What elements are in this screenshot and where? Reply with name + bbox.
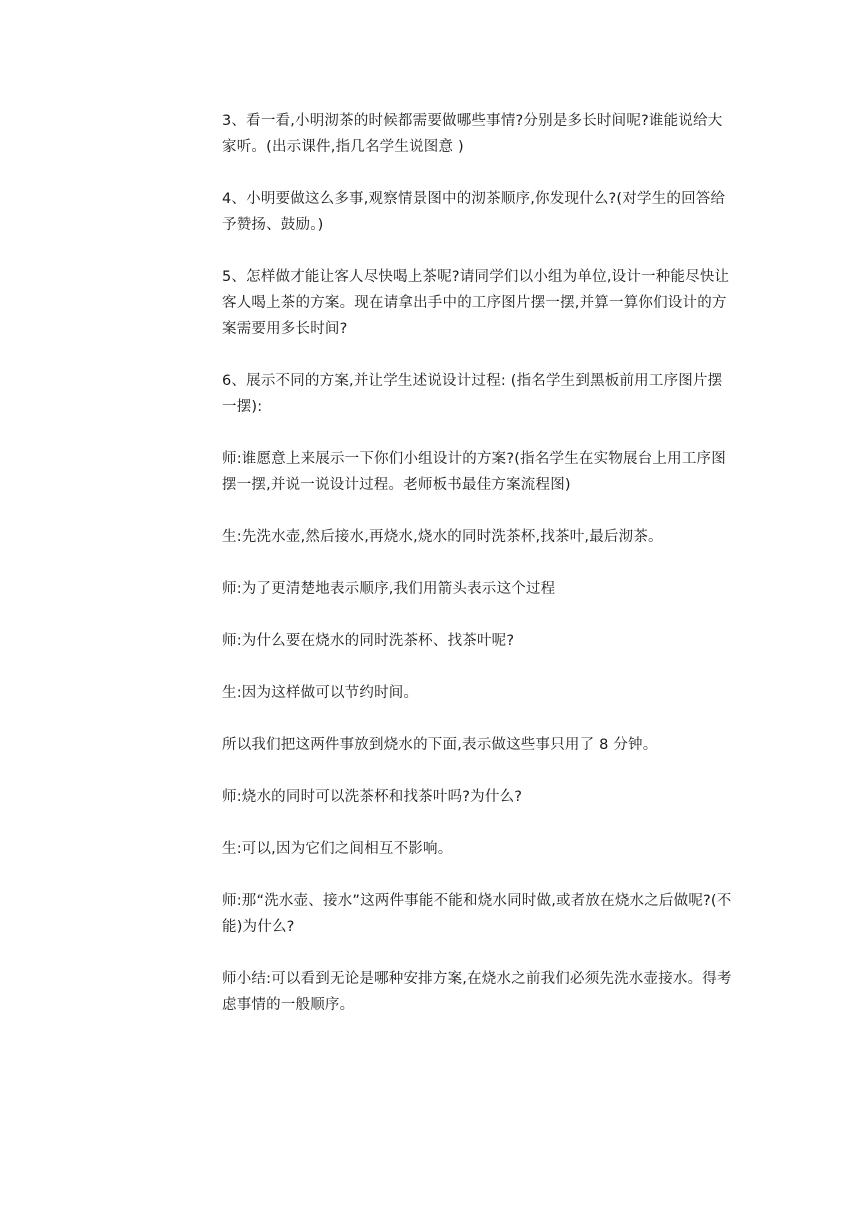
paragraph-teacher-3: 师:为什么要在烧水的同时洗茶杯、找茶叶呢? — [222, 633, 515, 649]
paragraph-step-3: 3、看一看,小明沏茶的时候都需要做哪些事情?分别是多长时间呢?谁能说给大家听。(出示课件,指几名学生说图意 ) — [222, 113, 723, 155]
paragraph-step-5: 5、怎样做才能让客人尽快喝上茶呢?请同学们以小组为单位,设计一种能尽快让客人喝上茶的方案。现在请拿出手中的工序图片摆一摆,并算一算你们设计的方案需要用多长时间? — [222, 269, 730, 337]
paragraph-explanation: 所以我们把这两件事放到烧水的下面,表示做这些事只用了 8 分钟。 — [222, 737, 658, 753]
paragraph-student-3: 生:可以,因为它们之间相互不影响。 — [222, 841, 453, 857]
paragraph-teacher-summary: 师小结:可以看到无论是哪种安排方案,在烧水之前我们必须先洗水壶接水。得考虑事情的一般顺序。 — [222, 971, 732, 1013]
paragraph-student-1: 生:先洗水壶,然后接水,再烧水,烧水的同时洗茶杯,找茶叶,最后沏茶。 — [222, 529, 663, 545]
paragraph-teacher-2: 师:为了更清楚地表示顺序,我们用箭头表示这个过程 — [222, 581, 556, 597]
paragraph-teacher-4: 师:烧水的同时可以洗茶杯和找茶叶吗?为什么? — [222, 789, 523, 805]
paragraph-teacher-5: 师:那“洗水壶、接水”这两件事能不能和烧水同时做,或者放在烧水之后做呢?(不能)为什么? — [222, 893, 732, 935]
paragraph-teacher-1: 师:谁愿意上来展示一下你们小组设计的方案?(指名学生在实物展台上用工序图摆一摆,并说一说设计过程。老师板书最佳方案流程图) — [222, 451, 726, 493]
document-body — [222, 108, 736, 1018]
paragraph-step-4: 4、小明要做这么多事,观察情景图中的沏茶顺序,你发现什么?(对学生的回答给予赞扬、鼓励。) — [222, 191, 726, 233]
paragraph-student-2: 生:因为这样做可以节约时间。 — [222, 685, 419, 701]
paragraph-step-6: 6、展示不同的方案,并让学生述说设计过程: (指名学生到黑板前用工序图片摆一摆): — [222, 373, 723, 415]
